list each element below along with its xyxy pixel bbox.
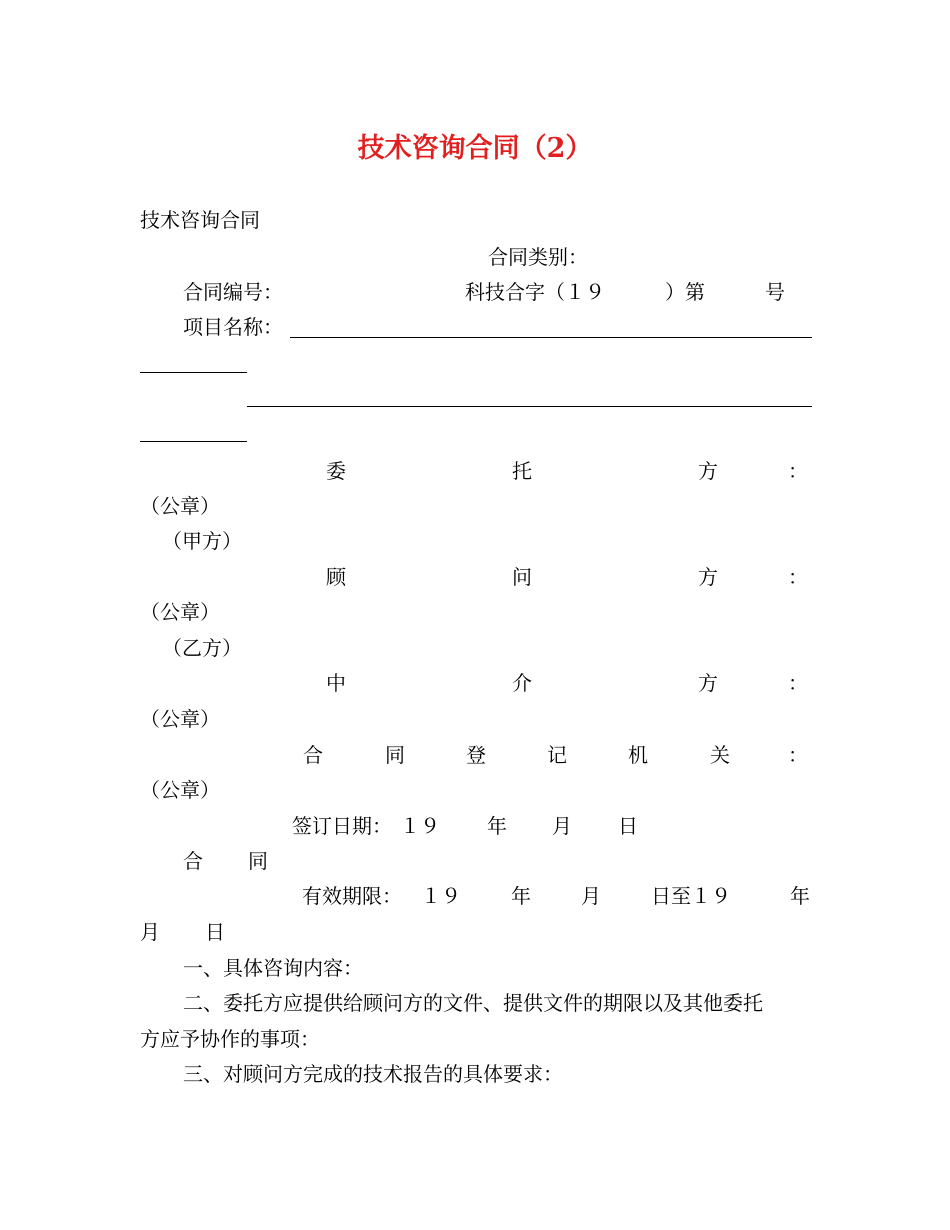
client-seal: （公章） (140, 494, 220, 518)
consultant-role: （乙方） (162, 636, 242, 660)
clause-2-line-2: 方应予协作的事项： (140, 1027, 320, 1051)
clause-2-line-1: 二、委托方应提供给顾问方的文件、提供文件的期限以及其他委托 (183, 991, 763, 1015)
consultant-seal: （公章） (140, 600, 220, 624)
clause-3: 三、对顾问方完成的技术报告的具体要求： (183, 1062, 563, 1086)
intermediary-seal: （公章） (140, 707, 220, 731)
contract-type-label: 合同类别： (488, 245, 588, 269)
project-name-underline-2 (247, 406, 812, 407)
client-role: （甲方） (162, 529, 242, 553)
registration-char-1: 合 (303, 743, 323, 767)
registration-colon: ： (788, 743, 808, 767)
consultant-char-2: 问 (512, 565, 532, 589)
intermediary-colon: ： (788, 671, 808, 695)
registration-char-2: 同 (385, 743, 405, 767)
contract-no-value: 科技合字（１９ ）第 号 (465, 280, 785, 304)
signing-date-day-unit: 日 (618, 814, 638, 838)
validity-day-to: 日至１９ (651, 884, 731, 908)
project-name-underline-2-cont (140, 441, 247, 442)
contract-no-label: 合同编号： (183, 280, 283, 304)
validity-day-unit-2: 日 (205, 920, 225, 944)
document-subtitle: 技术咨询合同 (140, 208, 260, 232)
signing-date-month-unit: 月 (552, 814, 572, 838)
signing-date-year-unit: 年 (487, 814, 507, 838)
signing-date-label: 签订日期： (292, 814, 392, 838)
signing-date-year-prefix: １９ (400, 814, 440, 838)
intermediary-char-3: 方 (698, 671, 718, 695)
project-name-underline-cont (140, 372, 247, 373)
client-colon: ： (788, 459, 808, 483)
registration-char-5: 机 (628, 743, 648, 767)
document-title: 技术咨询合同（2） (357, 133, 593, 164)
validity-char-tong: 同 (248, 849, 268, 873)
validity-year-unit-2: 年 (790, 884, 810, 908)
registration-char-4: 记 (547, 743, 567, 767)
validity-year-prefix-1: １９ (421, 884, 461, 908)
consultant-colon: ： (788, 565, 808, 589)
validity-char-he: 合 (183, 849, 203, 873)
clause-1: 一、具体咨询内容： (183, 956, 363, 980)
client-char-3: 方 (698, 459, 718, 483)
validity-year-unit-1: 年 (511, 884, 531, 908)
validity-label: 有效期限： (302, 884, 402, 908)
consultant-char-3: 方 (698, 565, 718, 589)
consultant-char-1: 顾 (326, 565, 346, 589)
validity-month-unit-2: 月 (140, 920, 160, 944)
client-char-2: 托 (512, 459, 532, 483)
registration-seal: （公章） (140, 778, 220, 802)
project-name-underline (290, 337, 812, 338)
intermediary-char-2: 介 (512, 671, 532, 695)
validity-month-unit-1: 月 (581, 884, 601, 908)
project-name-label: 项目名称： (183, 315, 283, 339)
registration-char-3: 登 (466, 743, 486, 767)
client-char-1: 委 (326, 459, 346, 483)
intermediary-char-1: 中 (326, 671, 346, 695)
registration-char-6: 关 (710, 743, 730, 767)
